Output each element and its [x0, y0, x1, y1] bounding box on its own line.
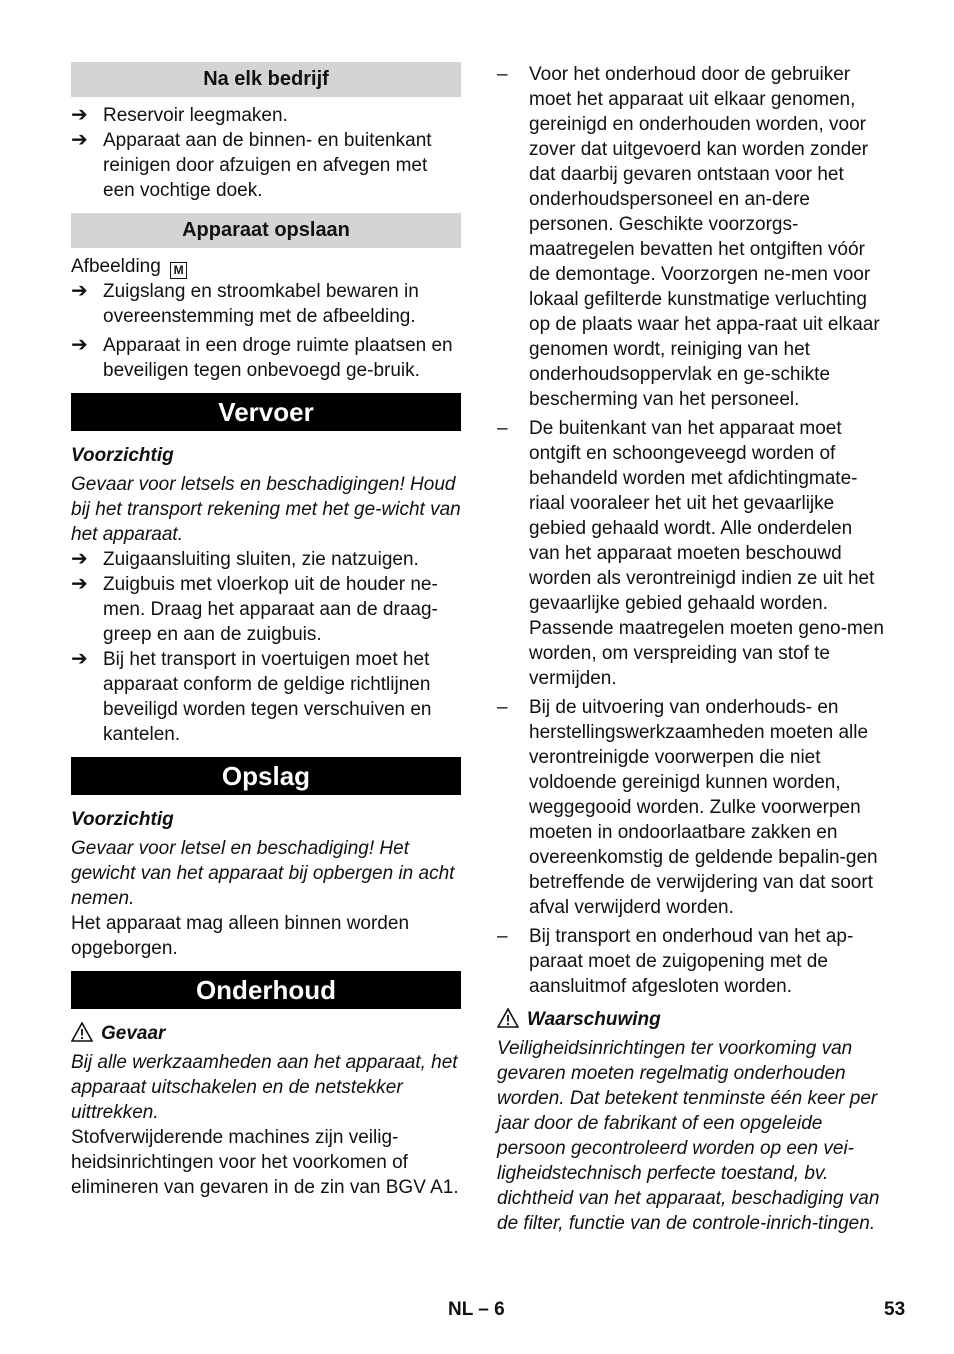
list-item-text: Reservoir leegmaken. [103, 105, 288, 126]
figure-reference [71, 254, 461, 279]
body-text: Het apparaat mag alleen binnen worden opgeborgen. [71, 913, 410, 959]
arrow-right-icon: ➔ [71, 104, 88, 126]
list-item-text: Voor het onderhoud door de gebruiker moet het apparaat uit elkaar genomen, gereinigd en onderhouden worden, voor zover dat uitgevoerd kan worden zonder dat daarbij gevaren ontstaan voor het onderhoudspersoneel en an-dere personen. Geschikte voorzorgs-maatregelen bevatten het ontgiften vóór de demontage. Voorzorgen ne-men voor lokaal gefilterde kunstmatige verluchting op de plaats waar het appa-raat uit elkaar genomen wordt, reiniging van het onderhoudsoppervlak en ge-schikte bescherming van het personeel. [529, 64, 880, 410]
arrow-right-icon: ➔ [71, 280, 88, 302]
list-item-text: Bij transport en onderhoud van het ap-paraat moet de zuigopening met de aansluitmof afgesloten worden. [529, 926, 854, 997]
list-item-text: Zuigaansluiting sluiten, zie natzuigen. [103, 549, 419, 570]
list-item-text: Zuigbuis met vloerkop uit de houder ne-men. Draag het apparaat aan de draag-greep en aan de zuigbuis. [103, 574, 438, 645]
arrow-right-icon: ➔ [71, 573, 88, 595]
arrow-right-icon: ➔ [71, 548, 88, 570]
list-item-text: Bij de uitvoering van onderhouds- en herstellingswerkzaamheden moeten alle verontreinigde voorwerpen die niet voldoende gereinigd kunnen worden, weggegooid worden. Zulke voorwerpen moeten in ondoorlaatbare zakken en overeenkomstig de geldende bepalin-gen betreffende de verwijdering van dat soort afval verwijderd worden. [529, 697, 878, 918]
list-item [71, 333, 461, 383]
page-number: 53 [884, 1299, 906, 1320]
list-item [497, 62, 887, 412]
dash-bullet: – [497, 418, 508, 439]
list-item [71, 128, 461, 203]
list-item-text: De buitenkant van het apparaat moet ontgift en schoongeveegd worden of behandeld worden met afdichtingmate-riaal vooraleer het uit het gevaarlijke gebied gehaald wordt. Alle onderdelen van het apparaat moeten beschouwd worden als verontreinigd indien ze uit het gevaarlijke gebied gehaald worden. Passende maatregelen moeten geno-men worden, om verspreiding van stof te vermijden. [529, 418, 884, 689]
footer-section-label [448, 1297, 505, 1322]
footer-language: NL [448, 1299, 473, 1320]
danger-title [71, 1021, 461, 1046]
arrow-right-icon: ➔ [71, 648, 88, 670]
left-column [71, 62, 461, 1200]
right-column [497, 62, 887, 1236]
danger-title-text: Gevaar [101, 1023, 166, 1044]
section-heading-apparaat-opslaan: Apparaat opslaan [71, 213, 461, 248]
caution-title: Voorzichtig [71, 445, 174, 466]
warning-title [497, 1007, 887, 1032]
main-heading-onderhoud: Onderhoud [71, 971, 461, 1009]
figure-label: Afbeelding [71, 256, 161, 277]
list-item [71, 279, 461, 329]
dash-bullet: – [497, 64, 508, 85]
footer-section-page: – 6 [478, 1299, 505, 1320]
warning-title-text: Waarschuwing [527, 1009, 661, 1030]
main-heading-vervoer: Vervoer [71, 393, 461, 431]
list-item [71, 103, 461, 128]
arrow-right-icon: ➔ [71, 334, 88, 356]
dash-bullet: – [497, 926, 508, 947]
dash-bullet: – [497, 697, 508, 718]
caution-text: Gevaar voor letsel en beschadiging! Het gewicht van het apparaat bij opbergen in acht nemen. [71, 838, 455, 909]
body-text: Stofverwijderende machines zijn veilig-heidsinrichtingen voor het voorkomen of elimineren van gevaren in de zin van BGV A1. [71, 1127, 459, 1198]
caution-text: Gevaar voor letsels en beschadigingen! Houd bij het transport rekening met het ge-wicht van het apparaat. [71, 474, 461, 545]
warning-triangle-icon [71, 1022, 93, 1042]
danger-text: Bij alle werkzaamheden aan het apparaat, het apparaat uitschakelen en de netstekker uittrekken. [71, 1052, 458, 1123]
list-item [497, 695, 887, 920]
caution-title: Voorzichtig [71, 809, 174, 830]
arrow-right-icon: ➔ [71, 129, 88, 151]
list-item [71, 572, 461, 647]
list-item [71, 647, 461, 747]
section-heading-na-elk-bedrijf: Na elk bedrijf [71, 62, 461, 97]
warning-triangle-icon [497, 1008, 519, 1028]
main-heading-opslag: Opslag [71, 757, 461, 795]
list-item-text: Bij het transport in voertuigen moet het apparaat conform de geldige richtlijnen beveiligd worden tegen verschuiven en kantelen. [103, 649, 432, 745]
list-item-text: Apparaat in een droge ruimte plaatsen en beveiligen tegen onbevoegd ge-bruik. [103, 335, 453, 381]
list-item [71, 547, 461, 572]
figure-ref-box: M [170, 262, 187, 279]
list-item [497, 924, 887, 999]
list-item-text: Apparaat aan de binnen- en buitenkant reinigen door afzuigen en afvegen met een vochtige doek. [103, 130, 432, 201]
list-item [497, 416, 887, 691]
list-item-text: Zuigslang en stroomkabel bewaren in overeenstemming met de afbeelding. [103, 281, 419, 327]
warning-text: Veiligheidsinrichtingen ter voorkoming van gevaren moeten regelmatig onderhouden worden. Dat betekent tenminste één keer per jaar door de fabrikant of een opgeleide persoon gecontroleerd worden op een vei-ligheidstechnisch perfecte toestand, bv. dichtheid van het apparaat, beschadiging van de filter, functie van de controle-inrich-tingen. [497, 1038, 880, 1234]
